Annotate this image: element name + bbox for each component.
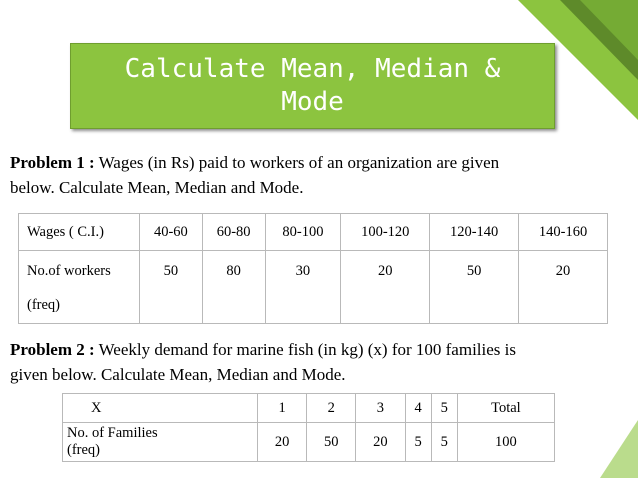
table-cell: 5 [431, 394, 457, 423]
row-label-line-2: (freq) [27, 297, 61, 313]
table-cell: 20 [519, 251, 608, 324]
problem-2-text [10, 337, 516, 387]
title-line-1: Calculate Mean, Median & [124, 54, 501, 84]
table-cell: 40-60 [140, 214, 203, 251]
page-title [125, 53, 501, 119]
table-row [19, 214, 608, 251]
table-cell [63, 423, 258, 462]
table-cell: 30 [265, 251, 341, 324]
table-cell: 20 [258, 423, 307, 462]
table-cell: 100 [457, 423, 554, 462]
row-label-line-1: No.of workers [27, 263, 111, 279]
title-line-2: Mode [281, 87, 344, 117]
problem-1-text [10, 150, 499, 200]
problem-1-line-2: below. Calculate Mean, Median and Mode. [10, 178, 304, 197]
table-cell [19, 251, 140, 324]
table-cell: 3 [356, 394, 405, 423]
row-label-line-1: No. of Families [67, 425, 158, 441]
table-cell: 1 [258, 394, 307, 423]
problem-2-line-1: Weekly demand for marine fish (in kg) (x) for 100 families is [94, 340, 516, 359]
table-row [19, 251, 608, 324]
wages-table [18, 213, 608, 324]
triangle-bottom-right [600, 420, 638, 478]
table-cell: 20 [356, 423, 405, 462]
table-cell: 80-100 [265, 214, 341, 251]
problem-2-line-2: given below. Calculate Mean, Median and Mode. [10, 365, 346, 384]
row-label-line-2: (freq) [67, 442, 101, 458]
table-cell: 140-160 [519, 214, 608, 251]
table-cell: 5 [431, 423, 457, 462]
table-cell: Wages ( C.I.) [19, 214, 140, 251]
table-cell: 50 [140, 251, 203, 324]
fish-demand-table [62, 393, 555, 462]
table-cell: 2 [307, 394, 356, 423]
table-cell: 60-80 [202, 214, 265, 251]
table-cell: 5 [405, 423, 431, 462]
table-cell: 80 [202, 251, 265, 324]
table-row [63, 394, 555, 423]
table-cell: 20 [341, 251, 430, 324]
problem-2-label: Problem 2 : [10, 340, 95, 359]
table-cell: Total [457, 394, 554, 423]
table-cell: 120-140 [430, 214, 519, 251]
problem-1-line-1: Wages (in Rs) paid to workers of an organization are given [94, 153, 500, 172]
table-row [63, 423, 555, 462]
table-cell: 50 [430, 251, 519, 324]
title-box [70, 43, 555, 129]
table-cell: 50 [307, 423, 356, 462]
table-cell: X [63, 394, 258, 423]
table-cell: 100-120 [341, 214, 430, 251]
table-cell: 4 [405, 394, 431, 423]
problem-1-label: Problem 1 : [10, 153, 95, 172]
